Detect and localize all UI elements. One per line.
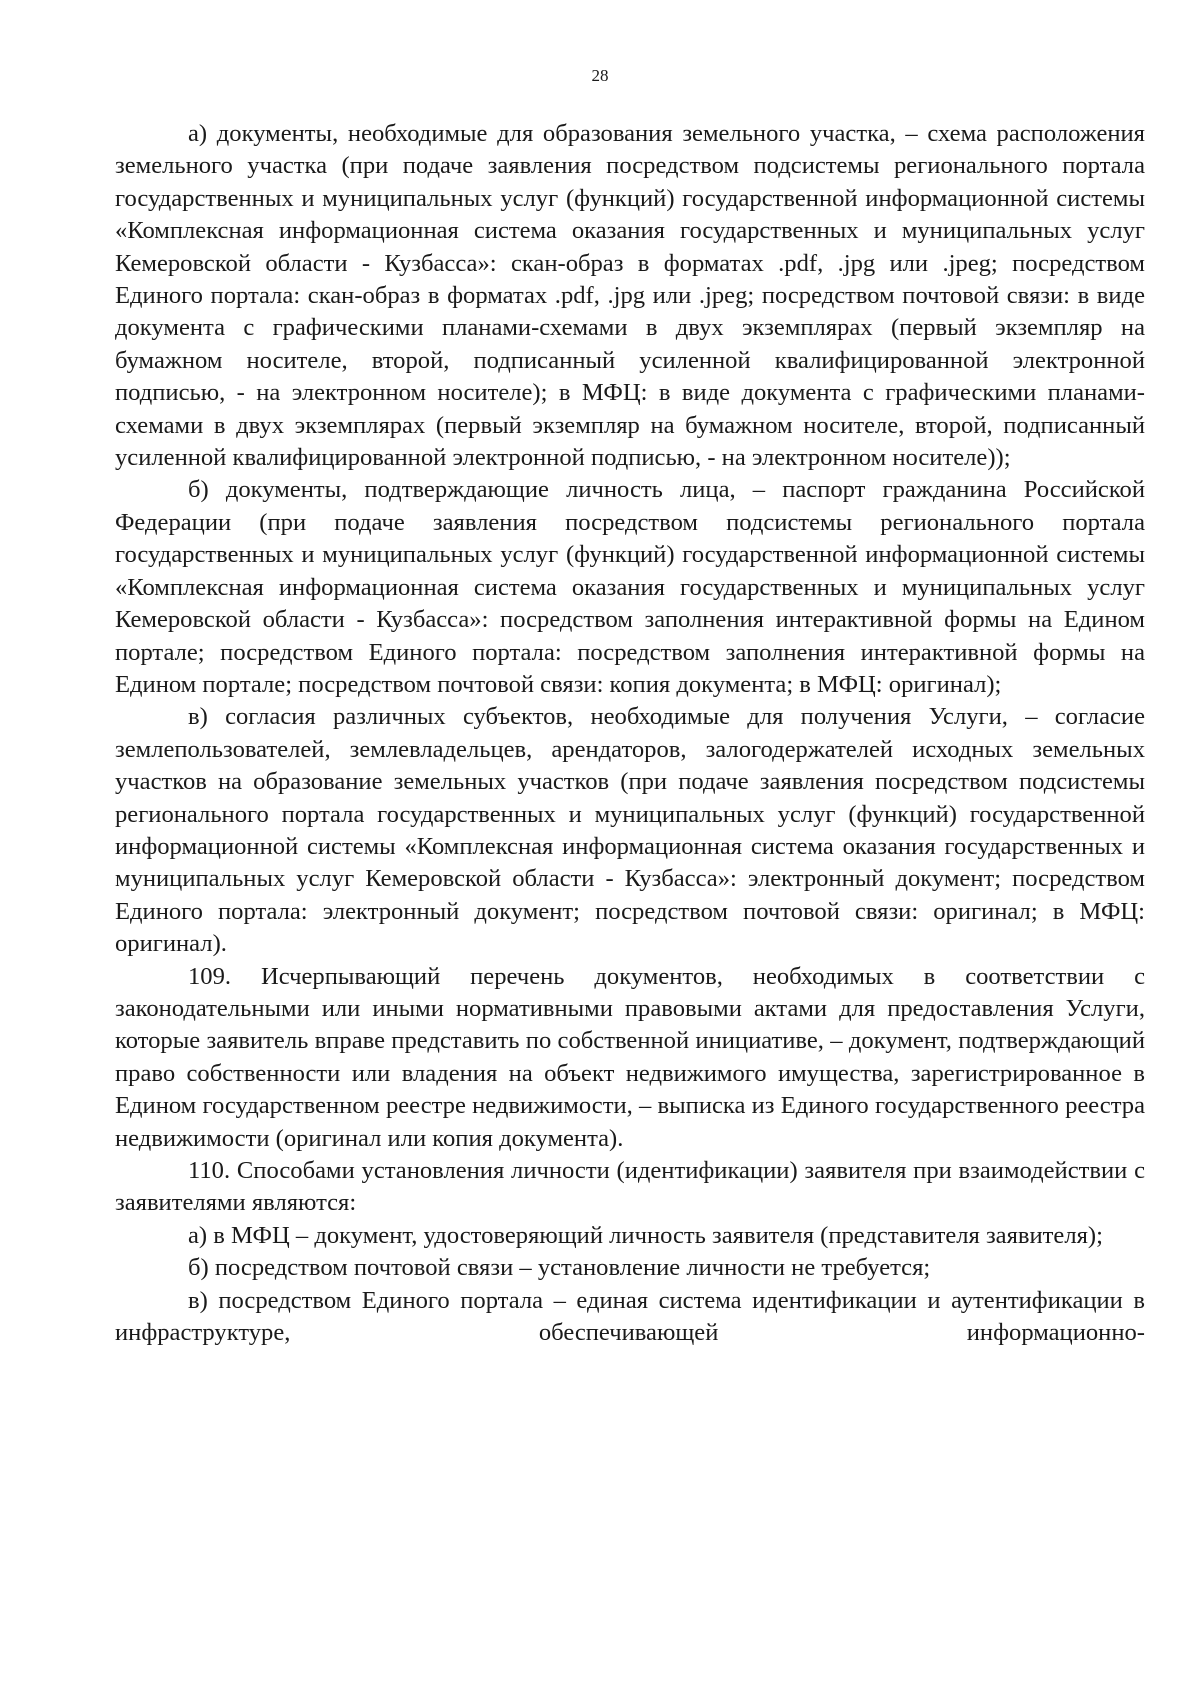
- paragraph-a-land-plot-documents: а) документы, необходимые для образования земельного участка, – схема расположения земельного участка (при подаче заявления посредством подсистемы регионального портала государственных и муниципальных услуг (функций) государственной информационной системы «Комплексная информационная система оказания государственных и муниципальных услуг Кемеровской области - Кузбасса»: скан-образ в форматах .pdf, .jpg или .jpeg; посредством Единого портала: скан-образ в форматах .pdf, .jpg или .jpeg; посредством почтовой связи: в виде документа с графическими планами-схемами в двух экземплярах (первый экземпляр на бумажном носителе, второй, подписанный усиленной квалифицированной электронной подписью, - на электронном носителе); в МФЦ: в виде документа с графическими планами-схемами в двух экземплярах (первый экземпляр на бумажном носителе, второй, подписанный усиленной квалифицированной электронной подписью, - на электронном носителе));: [115, 120, 1145, 472]
- page-number: 28: [591, 66, 609, 85]
- paragraph-v-consents: в) согласия различных субъектов, необходимые для получения Услуги, – согласие землепользователей, землевладельцев, арендаторов, залогодержателей исходных земельных участков на образование земельных участков (при подаче заявления посредством подсистемы регионального портала государственных и муниципальных услуг (функций) государственной информационной системы «Комплексная информационная система оказания государственных и муниципальных услуг Кемеровской области - Кузбасса»: электронный документ; посредством Единого портала: электронный документ; посредством почтовой связи: оригинал; в МФЦ: оригинал).: [115, 703, 1145, 958]
- paragraph-110-v: в) посредством Единого портала – единая система идентификации и аутентификации в инфраструктуре, обеспечивающей информационно-: [115, 1286, 1145, 1347]
- paragraph-110-a: а) в МФЦ – документ, удостоверяющий личность заявителя (представителя заявителя);: [188, 1221, 1103, 1249]
- paragraph-110-b: б) посредством почтовой связи – установление личности не требуется;: [188, 1254, 931, 1282]
- paragraph-110: 110. Способами установления личности (идентификации) заявителя при взаимодействии с заявителями являются:: [115, 1157, 1145, 1217]
- paragraph-109: 109. Исчерпывающий перечень документов, необходимых в соответствии с законодательными или иными нормативными правовыми актами для предоставления Услуги, которые заявитель вправе представить по собственной инициативе, – документ, подтверждающий право собственности или владения на объект недвижимого имущества, зарегистрированное в Едином государственном реестре недвижимости, – выписка из Единого государственного реестра недвижимости (оригинал или копия документа).: [115, 962, 1145, 1152]
- document-body: [115, 118, 1145, 1349]
- paragraph-b-identity-documents: б) документы, подтверждающие личность лица, – паспорт гражданина Российской Федерации (при подаче заявления посредством подсистемы регионального портала государственных и муниципальных услуг (функций) государственной информационной системы «Комплексная информационная система оказания государственных и муниципальных услуг Кемеровской области - Кузбасса»: посредством заполнения интерактивной формы на Едином портале; посредством Единого портала: посредством заполнения интерактивной формы на Едином портале; посредством почтовой связи: копия документа; в МФЦ: оригинал);: [115, 476, 1145, 698]
